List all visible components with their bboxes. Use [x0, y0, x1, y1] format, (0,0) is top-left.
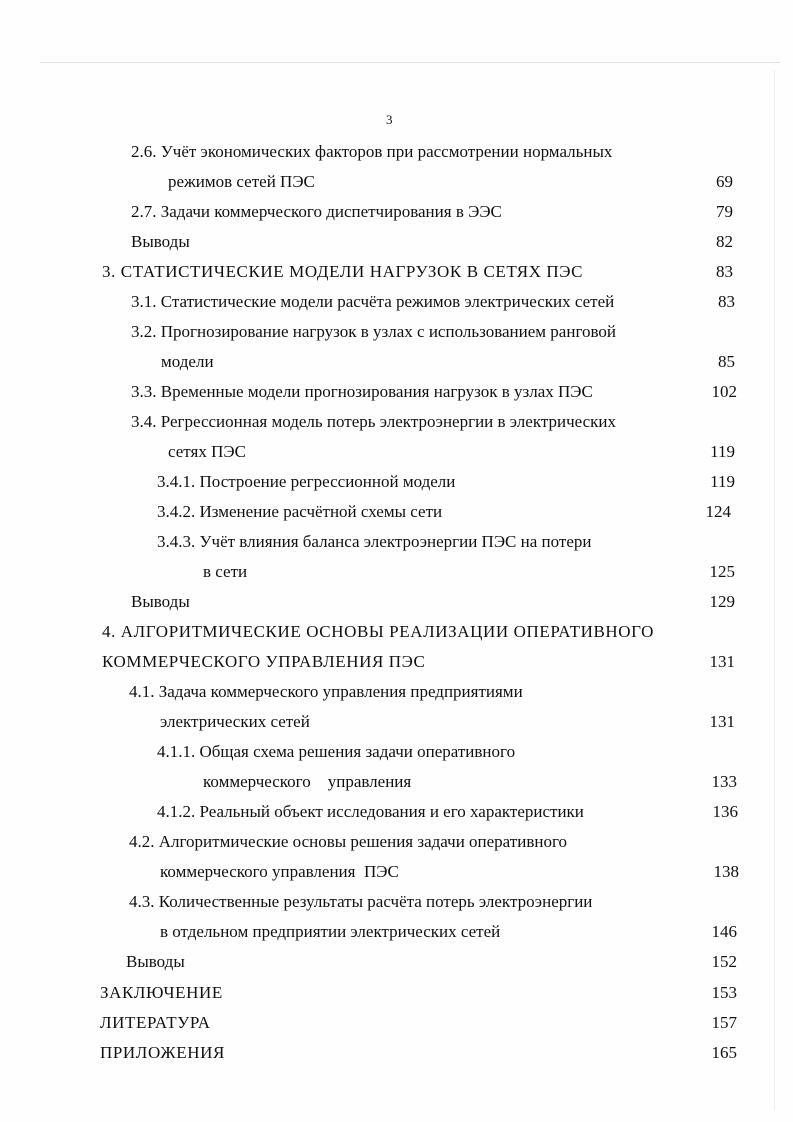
toc-entry-3-4-3-page: 125: [709, 562, 735, 581]
toc-entry-3-4-page: 119: [710, 442, 735, 461]
toc-entry-2-7-title: 2.7. Задачи коммерческого диспетчирования в ЭЭС: [131, 202, 502, 221]
toc-entry-4-1-1-title-line-1: 4.1.1. Общая схема решения задачи оперативного: [157, 742, 516, 761]
scan-edge-right: [774, 70, 775, 1110]
toc-entry-2-6-title-line-1: 2.6. Учёт экономических факторов при рассмотрении нормальных: [131, 142, 613, 161]
toc-entry-4-1-1-page: 133: [711, 772, 737, 791]
toc-entry-ch3-conclusions-page: 129: [709, 592, 735, 611]
scan-edge-top: [40, 62, 780, 63]
toc-entry-3-4-2-page: 124: [705, 502, 731, 521]
toc-entry-4-2-title-line-1: 4.2. Алгоритмические основы решения задачи оперативного: [129, 832, 567, 851]
toc-entry-chapter-4-title-line-1: 4. АЛГОРИТМИЧЕСКИЕ ОСНОВЫ РЕАЛИЗАЦИИ ОПЕРАТИВНОГО: [102, 622, 655, 641]
toc-entry-4-2-page: 138: [713, 862, 739, 881]
toc-entry-3-4-title-line-1: 3.4. Регрессионная модель потерь электроэнергии в электрических: [131, 412, 617, 431]
toc-entry-3-4-2-title: 3.4.2. Изменение расчётной схемы сети: [157, 502, 443, 521]
toc-entry-3-3-page: 102: [711, 382, 737, 401]
toc-entry-3-3-title: 3.3. Временные модели прогнозирования нагрузок в узлах ПЭС: [131, 382, 593, 401]
toc-entry-4-1-page: 131: [709, 712, 735, 731]
toc-entry-chapter-4-page: 131: [709, 652, 735, 671]
toc-entry-4-3-title-line-1: 4.3. Количественные результаты расчёта потерь электроэнергии: [129, 892, 593, 911]
toc-entry-literature-page: 157: [711, 1013, 737, 1032]
toc-entry-ch2-conclusions-page: 82: [716, 232, 733, 251]
toc-entry-4-3-page: 146: [711, 922, 737, 941]
toc-entry-3-2-title-line-2: модели: [161, 352, 214, 371]
toc-entry-4-1-2-title: 4.1.2. Реальный объект исследования и его характеристики: [157, 802, 584, 821]
toc-entry-chapter-3-title: 3. СТАТИСТИЧЕСКИЕ МОДЕЛИ НАГРУЗОК В СЕТЯХ ПЭС: [102, 262, 584, 281]
toc-entry-appendices-page: 165: [711, 1043, 737, 1062]
toc-entry-appendices-title: ПРИЛОЖЕНИЯ: [100, 1043, 225, 1062]
toc-entry-3-4-title-line-2: сетях ПЭС: [168, 442, 246, 461]
toc-entry-ch4-conclusions-title: Выводы: [126, 952, 185, 971]
toc-entry-4-2-title-line-2: коммерческого управления ПЭС: [160, 862, 399, 881]
toc-entry-ch4-conclusions-page: 152: [711, 952, 737, 971]
toc-entry-3-1-title: 3.1. Статистические модели расчёта режимов электрических сетей: [131, 292, 615, 311]
toc-entry-3-4-1-title: 3.4.1. Построение регрессионной модели: [157, 472, 456, 491]
toc-entry-4-1-1-title-line-2: коммерческого управления: [203, 772, 412, 791]
toc-entry-conclusion-title: ЗАКЛЮЧЕНИЕ: [100, 983, 223, 1002]
toc-entry-chapter-4-title-line-2: КОММЕРЧЕСКОГО УПРАВЛЕНИЯ ПЭС: [102, 652, 426, 671]
toc-entry-4-3-title-line-2: в отдельном предприятии электрических сетей: [160, 922, 501, 941]
toc-entry-ch2-conclusions-title: Выводы: [131, 232, 190, 251]
toc-entry-3-4-3-title-line-1: 3.4.3. Учёт влияния баланса электроэнергии ПЭС на потери: [157, 532, 592, 551]
toc-entry-3-4-1-page: 119: [710, 472, 735, 491]
toc-entry-4-1-2-page: 136: [712, 802, 738, 821]
toc-entry-4-1-title-line-2: электрических сетей: [160, 712, 310, 731]
toc-entry-3-4-3-title-line-2: в сети: [203, 562, 248, 581]
toc-entry-2-7-page: 79: [716, 202, 733, 221]
toc-entry-2-6-page: 69: [716, 172, 733, 191]
toc-entry-chapter-3-page: 83: [716, 262, 733, 281]
toc-entry-conclusion-page: 153: [711, 983, 737, 1002]
toc-entry-2-6-title-line-2: режимов сетей ПЭС: [168, 172, 315, 191]
toc-entry-4-1-title-line-1: 4.1. Задача коммерческого управления предприятиями: [129, 682, 523, 701]
toc-entry-literature-title: ЛИТЕРАТУРА: [100, 1013, 211, 1032]
toc-entry-3-2-page: 85: [718, 352, 735, 371]
page-number: 3: [386, 112, 393, 127]
toc-entry-3-2-title-line-1: 3.2. Прогнозирование нагрузок в узлах с использованием ранговой: [131, 322, 616, 341]
toc-entry-ch3-conclusions-title: Выводы: [131, 592, 190, 611]
toc-entry-3-1-page: 83: [718, 292, 735, 311]
